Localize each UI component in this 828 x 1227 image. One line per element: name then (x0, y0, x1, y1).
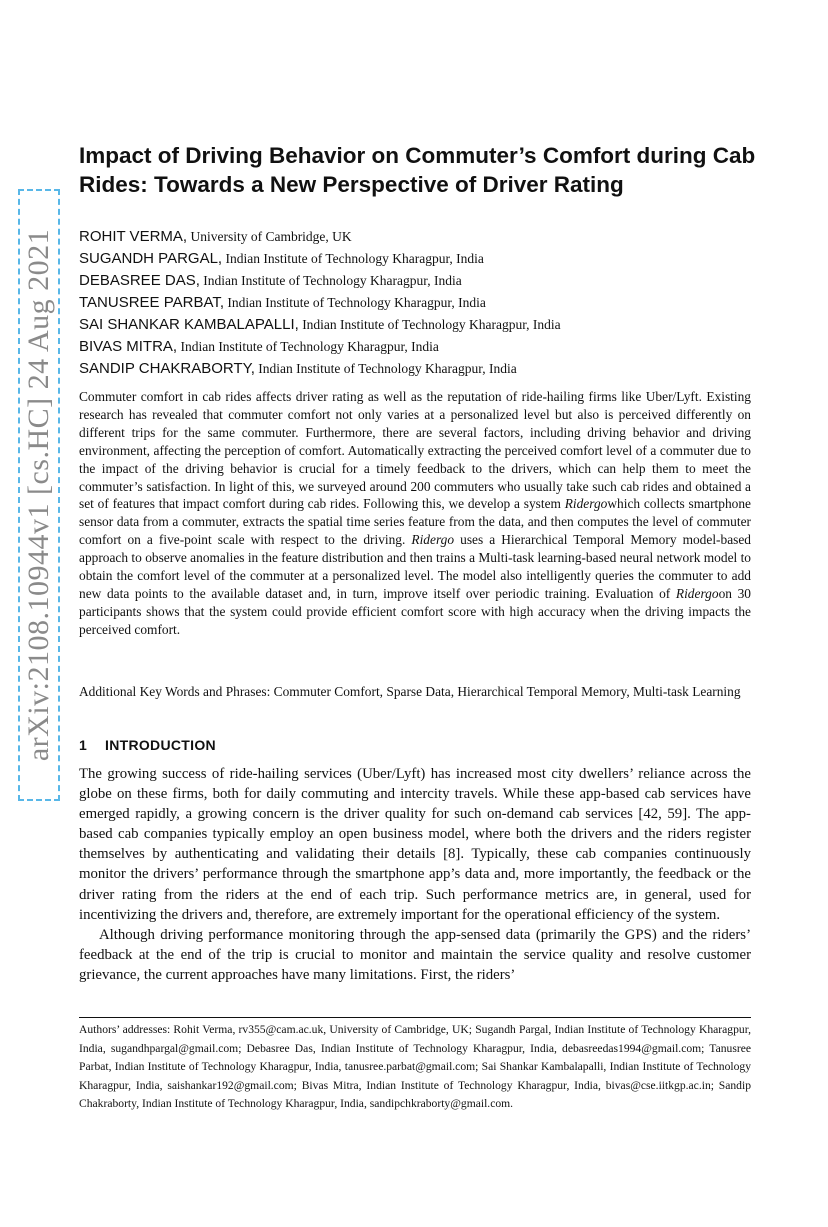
author-list (79, 226, 779, 380)
author-entry (79, 358, 779, 380)
paper-title: Impact of Driving Behavior on Commuter’s Comfort during Cab Rides: Towards a New Perspective of Driver Rating (79, 143, 756, 197)
arxiv-identifier: arXiv:2108.10944v1 [cs.HC] 24 Aug 2021 (22, 228, 55, 762)
abstract-text: on 30 participants shows that the system could provide efficient comfort score with high accuracy when the driving impacts the perceived comfort. (79, 585, 751, 637)
author-affiliation: Indian Institute of Technology Kharagpur, India (199, 273, 462, 288)
author-entry (79, 336, 779, 358)
author-entry (79, 226, 779, 248)
author-name: SUGANDH PARGAL, (79, 250, 223, 267)
section-heading (79, 737, 216, 753)
author-affiliation: Indian Institute of Technology Kharagpur, India (224, 295, 486, 310)
author-name: SAI SHANKAR KAMBALAPALLI, (79, 316, 299, 333)
author-entry (79, 292, 779, 314)
abstract-text: Commuter comfort in cab rides affects driver rating as well as the reputation of ride-hailing firms like Uber/Lyft. Existing research has revealed that commuter comfort not only varies at a personalized level but also is perceived differently on different trips for the same commuter. Furthermore, there are several factors, including driving behavior and driving environment, affecting the perception of comfort. Automatically extracting the perceived comfort level of a commuter due to the impact of the driving behavior is crucial for a timely feedback to the drivers, which can help them to meet the commuter’s satisfaction. In light of this, we surveyed around 200 commuters who usually take such cab rides and obtained a set of features that impact comfort during cab rides. Following this, we develop a system (79, 389, 751, 512)
abstract-text: uses a Hierarchical Temporal Memory model-based approach to observe anomalies in the feature distribution and then trains a Multi-task learning-based neural network model to obtain the comfort level of the commuter at a personalized level. The model also intelligently queries the commuter to add new data points to the available dataset and, in turn, improve itself over periodic training. Evaluation of (79, 532, 751, 601)
system-name: Ridergo (411, 532, 455, 548)
author-name: DEBASREE DAS, (79, 272, 200, 289)
introduction-body (79, 764, 751, 985)
footnote-divider (79, 1017, 751, 1018)
keywords: Additional Key Words and Phrases: Commuter Comfort, Sparse Data, Hierarchical Temporal Memory, Multi-task Learning (79, 684, 741, 699)
section-title: INTRODUCTION (105, 737, 216, 753)
arxiv-stamp (18, 189, 60, 801)
author-affiliation: Indian Institute of Technology Kharagpur, India (254, 361, 517, 376)
author-affiliation: Indian Institute of Technology Kharagpur, India (177, 339, 439, 354)
body-paragraph: Although driving performance monitoring through the app-sensed data (primarily the GPS) and the riders’ feedback at the end of the trip is crucial to monitor and maintain the service quality and resolve customer grievance, the current approaches have many limitations. First, the riders’ (79, 926, 751, 983)
author-addresses-footnote: Authors’ addresses: Rohit Verma, rv355@cam.ac.uk, University of Cambridge, UK; Sugandh Pargal, Indian Institute of Technology Kharagpur, India, sugandhpargal@gmail.com; Debasree Das, Indian Institute of Technology Kharagpur, India, debasreedas1994@gmail.com; Tanusree Parbat, Indian Institute of Technology Kharagpur, India, tanusree.parbat@gmail.com; Sai Shankar Kambalapalli, Indian Institute of Technology Kharagpur, India, saishankar192@gmail.com; Bivas Mitra, Indian Institute of Technology Kharagpur, India, bivas@cse.iitkgp.ac.in; Sandip Chakraborty, Indian Institute of Technology Kharagpur, India, sandipchkraborty@gmail.com. (79, 1023, 751, 1110)
section-number: 1 (79, 737, 88, 753)
system-name: Ridergo (564, 496, 608, 512)
author-affiliation: University of Cambridge, UK (187, 229, 352, 244)
author-name: BIVAS MITRA, (79, 338, 178, 355)
author-affiliation: Indian Institute of Technology Kharagpur, India (222, 251, 484, 266)
abstract (79, 388, 751, 639)
body-paragraph: The growing success of ride-hailing services (Uber/Lyft) has increased most city dwellers’ reliance across the globe on these firms, both for daily commuting and intercity travels. While these app-based cab services have emerged rapidly, a growing concern is the driver quality for such on-demand cab services [42, 59]. The app-based cab companies typically employ an open business model, where both the drivers and the riders register themselves by authenticating and validating their details [8]. Typically, these cab companies continuously monitor the drivers’ performance through the smartphone app’s data and, more importantly, the feedback or the driver rating from the riders at the end of each trip. Such performance metrics are, in general, used for incentivizing the drivers and, therefore, are extremely important for the operational efficiency of the system. (79, 766, 751, 923)
author-name: SANDIP CHAKRABORTY, (79, 360, 255, 377)
author-entry (79, 270, 779, 292)
author-entry (79, 314, 779, 336)
abstract-text: which collects smartphone sensor data from a commuter, extracts the spatial time series feature from the data, and then computes the level of commuter comfort on a five-point scale with respect to the driving. (79, 496, 751, 548)
author-entry (79, 248, 779, 270)
author-affiliation: Indian Institute of Technology Kharagpur, India (298, 317, 561, 332)
system-name: Ridergo (675, 585, 719, 601)
author-name: ROHIT VERMA, (79, 228, 188, 245)
author-name: TANUSREE PARBAT, (79, 294, 225, 311)
